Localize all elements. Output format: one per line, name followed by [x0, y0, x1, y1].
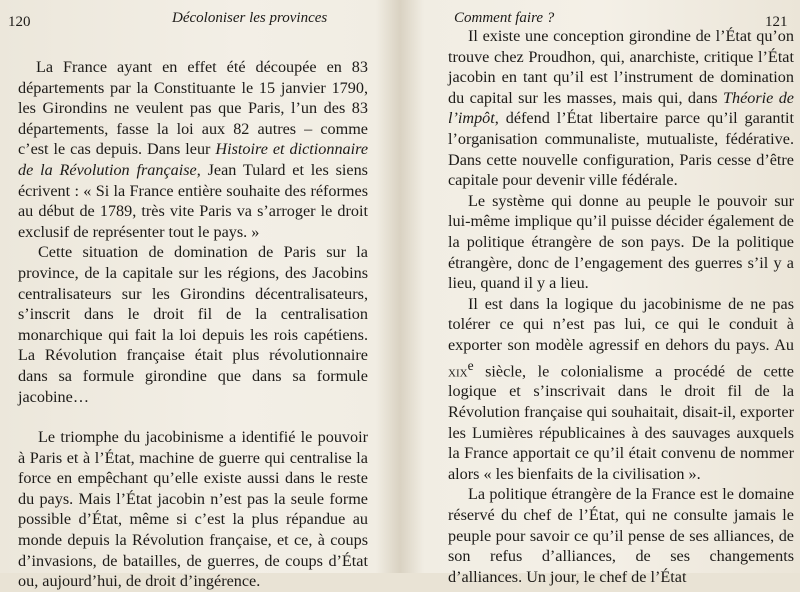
paragraph: Le triomphe du jacobinisme a identifié le pouvoir à Paris et à l’État, machine de guerre qui centralise la force en empêchant qu’elle existe aussi dans le reste du pays. Mais l’État jacobin n’est pas la seule forme possible d’État, même si c’est la plus répandue au monde depuis la Révolution française, et ce, à coups d’invasions, de batailles, de guerres, de coups d’État ou, aujourd’hui, de droit d’ingérence. [18, 428, 368, 591]
book-title: Histoire et dictionnaire de la Révolution française [18, 140, 369, 179]
paragraph: Le système qui donne au peuple le pouvoir sur lui-même implique qu’il puisse décider également de la politique étrangère de son pays. De la politique étrangère, donc de l’engagement des guerres s’il y a lieu, quand il y a lieu. [448, 191, 794, 293]
page-number-left: 120 [8, 14, 31, 30]
page-number-right: 121 [765, 14, 788, 30]
right-text-column [448, 26, 794, 587]
century-numeral: xix [448, 361, 468, 380]
running-head-left: Décoloniser les provinces [172, 10, 328, 26]
paragraph: La politique étrangère de la France est le domaine réservé du chef de l’État, qui ne consulte jamais le peuple pour savoir ce qu’il pense de ses alliances, de son refus d’alliances, de ses changements d’alliances. Un jour, le chef de l’État [448, 485, 794, 586]
running-head-right: Comment faire ? [454, 10, 555, 26]
left-text-column [18, 57, 368, 592]
left-page [0, 0, 400, 591]
paragraph: Cette situation de domination de Paris sur la province, de la capitale sur les régions, des Jacobins centralisateurs sur les Girondins décentralisateurs, s’inscrit dans le droit fil de la centralisation monarchique qui fait la loi depuis les rois capétiens. La Révolution française était plus révolutionnaire dans sa formule girondine que dans sa formule jacobine… [18, 243, 368, 406]
right-page [410, 0, 800, 586]
paragraph: La France ayant en effet été découpée en 83 départements par la Constituante le 15 janvier 1790, les Girondins ne veulent pas que Paris, l’un des 83 départements, fasse la loi aux 82 autres – comme c’est le cas depuis. Dans leur Histoire et dictionnaire de la Révolution française, Jean Tulard et les siens écrivent : « Si la France entière souhaite des réformes au début de 1789, très vite Paris va s’arroger le droit exclusif de représenter tout le pays. » [18, 58, 369, 241]
paragraph: Il est dans la logique du jacobinisme de ne pas tolérer ce qui n’est pas lui, ce qui le conduit à exporter son modèle agressif en dehors du pays. Au xix$^e$ siècle, le colonialisme a procédé de cette logique et s’inscrivait dans le droit fil de la Révolution française qui souhaitait, disait-il, exporter les Lumières républicaines à des sauvages auxquels la France apportait ce qu’il était convenu de nommer alors « les bienfaits de la civilisation ». [448, 294, 794, 483]
paragraph: Il existe une conception girondine de l’État qu’on trouve chez Proudhon, qui, anarchiste, critique l’État jacobin en tant qu’il est l’instrument de domination du capital sur les masses, mais qui, dans Théorie de l’impôt, défend l’État libertaire parce qu’il garantit l’organisation communaliste, mutualiste, fédérative. Dans cette nouvelle configuration, Paris cesse d’être capitale pour devenir ville fédérale. [448, 27, 794, 190]
superscript: e [467, 357, 474, 373]
book-title: Théorie de l’impôt [448, 88, 794, 128]
